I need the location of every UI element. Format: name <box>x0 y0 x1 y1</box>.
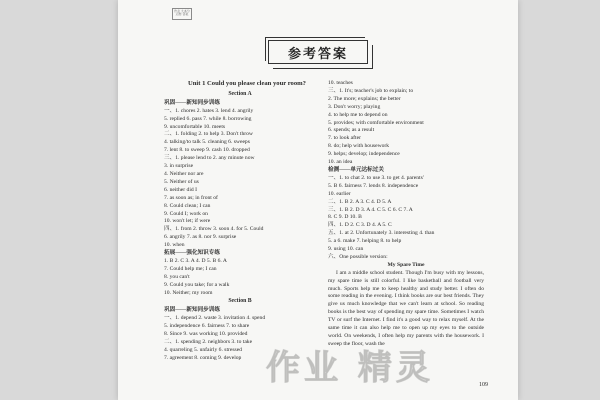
answer-line: 5. B 6. fairness 7. lends 8. independence <box>328 182 419 189</box>
page-title-box <box>268 40 368 64</box>
answer-line: 7. Could help me; I can <box>164 265 217 272</box>
answer-line: 10. teaches <box>328 80 353 86</box>
answer-line: 1. B 2. C 3. A 4. D 5. B 6. A <box>164 257 227 264</box>
section-b-subheading: 巩固——新知同步训练 <box>164 307 220 314</box>
unit-test-answers <box>328 175 484 262</box>
answer-line: 二、1. spending 2. neighbors 3. to take <box>164 339 253 345</box>
stamp-mark: 作业 大本分运转 答案 <box>172 8 192 20</box>
answer-line: 5. Neither of us <box>164 178 199 185</box>
answer-line: 4. talking/to talk 5. cleaning 6. sweeps <box>164 139 250 146</box>
answer-line: 7. to look after <box>328 135 361 142</box>
answer-line: 10. an idea <box>328 159 353 166</box>
answer-line: 6. neither did I <box>164 186 197 193</box>
unit-heading: Unit 1 Could you please clean your room? <box>188 80 306 87</box>
answer-line: 四、1. from 2. throw 3. soon 4. for 5. Could <box>164 226 264 233</box>
answer-line: 8. you can't <box>164 273 190 280</box>
section-b-heading: Section B <box>228 298 252 305</box>
page-title: 参考答案 <box>287 46 348 62</box>
answer-line: 9. helps; develop; independence <box>328 151 400 158</box>
answer-line: 10. earlier <box>328 190 351 197</box>
answer-line: 9. Could you take; for a walk <box>164 281 230 288</box>
answer-line: 一、1. to chat 2. to use 3. to get 4. parents' <box>328 174 424 181</box>
answer-line: 7. agreement 8. coming 9. develop <box>164 354 242 361</box>
answer-line: 五、1. at 2. Unfortunately 3. interesting 4. than <box>328 230 435 237</box>
answer-line: 三、1. It's; teacher's job to explain; to <box>328 87 414 94</box>
answer-line: 5. replied 6. pass 7. while 8. borrowing <box>164 115 252 122</box>
answer-line: 一、1. chores 2. hates 3. lend 4. angrily <box>164 107 254 114</box>
answer-line: 8. do; help with housework <box>328 143 390 150</box>
answer-line: 3. in surprise <box>164 163 194 170</box>
section-a-answers <box>164 108 316 250</box>
answer-line: 8. Could clean; I can <box>164 202 211 209</box>
section-b-answers-cont <box>328 80 484 167</box>
answer-line: 10. Neither; my room <box>164 289 213 296</box>
essay-title: My Spare Time <box>387 261 425 268</box>
answer-line: 7. lent 8. to sweep 9. cash 10. dropped <box>164 147 250 154</box>
right-column <box>328 80 484 349</box>
answer-line: 四、1. D 2. C 3. D 4. A 5. C <box>328 222 392 229</box>
answer-line: 三、1. please lend to 2. any minute now <box>164 155 255 162</box>
left-column <box>164 80 316 363</box>
answer-line: 6. spends; as a result <box>328 127 375 134</box>
answer-line: 9. using 10. can <box>328 246 364 253</box>
document-page <box>118 0 518 400</box>
answer-line: 2. The more; explains; the better <box>328 95 401 102</box>
answer-line: 六、One possible version: <box>328 253 388 260</box>
answer-line: 4. to help me to depend on <box>328 111 388 118</box>
essay-paragraph: I am a middle school student. Though I'm busy with my lessons, my spare time is still colorful. I like basketball and football very much. Sports help me to keep healthy and study better. I often do some reading in the evening. I think books are our best friends. They give us much knowledge that we can't learn at school. So reading books is the best way of spending my spare time. Sometimes I watch TV or surf the Internet. I find it's a good way to relax myself. At the same time it can also help me to open up my eyes to the outside world. On weekends, I often help my parents with the housework. I sweep the floor, wash the <box>328 269 484 347</box>
answer-line: 4. Neither nor are <box>164 170 204 177</box>
answer-line: 5. a 6. make 7. helping 8. to help <box>328 238 402 245</box>
answer-line: 10. won't let; if were <box>164 218 211 225</box>
section-a-subheading: 巩固——新知同步训练 <box>164 99 220 106</box>
answer-line: 6. angrily 7. as 8. nor 9. surprise <box>164 234 237 241</box>
watermark: 作业 精灵 <box>266 348 434 388</box>
answer-line: 9. Could I; work on <box>164 210 208 217</box>
answer-line: 5. provides; with comfortable environment <box>328 119 424 126</box>
answer-line: 5. independence 6. fairness 7. to share <box>164 323 250 330</box>
page-number: 109 <box>479 382 488 388</box>
section-a-extension-heading: 拓展——强化知识专练 <box>164 250 220 257</box>
unit-test-heading: 检测——单元达标过关 <box>328 166 384 173</box>
section-a-extension-answers <box>164 258 316 298</box>
page-title-frame <box>268 40 368 64</box>
answer-line: 9. uncomfortable 10. meets <box>164 123 226 130</box>
answer-line: 二、1. B 2. A 3. C 4. D 5. A <box>328 198 392 205</box>
answer-line: 一、1. depend 2. waste 3. invitation 4. spend <box>164 315 266 322</box>
answer-line: 4. quarreling 5. unfairly 6. stressed <box>164 346 242 353</box>
answer-line: 二、1. folding 2. to help 3. Don't throw <box>164 131 253 138</box>
section-a-heading: Section A <box>228 90 252 97</box>
answer-line: 三、1. B 2. D 3. A 4. C 5. C 6. C 7. A <box>328 206 413 213</box>
answer-line: 8. C 9. D 10. B <box>328 214 362 221</box>
answer-line: 8. Since 9. was working 10. provided <box>164 331 248 338</box>
answer-line: 10. when <box>164 242 185 249</box>
answer-line: 3. Don't worry; playing <box>328 103 381 110</box>
answer-line: 7. as soon as; in front of <box>164 194 218 201</box>
